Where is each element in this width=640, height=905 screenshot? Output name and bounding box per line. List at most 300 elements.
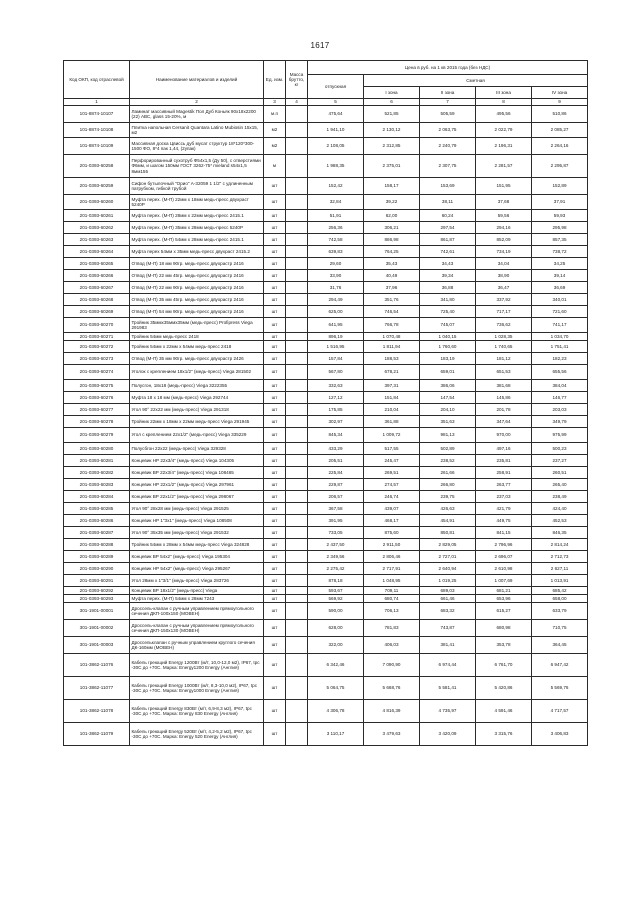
- item-unit: шт: [264, 654, 286, 677]
- price-zone-2: 1 019,25: [420, 575, 476, 587]
- price-release: 590,00: [308, 603, 364, 620]
- header-estimate: Сметная: [364, 75, 588, 87]
- table-row: [64, 654, 588, 677]
- item-mass: [286, 563, 308, 575]
- price-zone-3: 4 591,46: [476, 700, 532, 723]
- item-mass: [286, 637, 308, 654]
- price-zone-2: 426,63: [420, 503, 476, 515]
- price-zone-1: 875,60: [364, 527, 420, 539]
- item-mass: [286, 270, 308, 282]
- item-code: 201-0393-60267: [64, 282, 130, 294]
- price-release: 641,95: [308, 318, 364, 333]
- item-code: 201-0393-60280: [64, 443, 130, 455]
- price-release: 127,12: [308, 392, 364, 404]
- price-zone-3: 181,12: [476, 353, 532, 365]
- price-zone-4: 364,45: [532, 637, 588, 654]
- item-mass: [286, 106, 308, 123]
- price-zone-4: 424,40: [532, 503, 588, 515]
- item-code: 201-0393-60277: [64, 404, 130, 416]
- price-release: 229,87: [308, 479, 364, 491]
- item-code: 201-0393-60265: [64, 258, 130, 270]
- price-zone-1: 766,78: [364, 318, 420, 333]
- price-zone-4: 36,69: [532, 282, 588, 294]
- item-code: 201-0393-60292: [64, 587, 130, 595]
- price-zone-1: 40,49: [364, 270, 420, 282]
- item-unit: шт: [264, 551, 286, 563]
- item-unit: шт: [264, 380, 286, 392]
- price-zone-1: 62,00: [364, 210, 420, 222]
- item-code: 101-8874-10108: [64, 123, 130, 138]
- price-zone-2: 661,46: [420, 595, 476, 603]
- table-row: [64, 551, 588, 563]
- item-code: 201-0393-60274: [64, 365, 130, 380]
- header-price-group: Цена в руб. на 1 кв 2015 года (без НДС): [308, 61, 588, 75]
- price-zone-2: 183,19: [420, 353, 476, 365]
- price-zone-4: 846,35: [532, 527, 588, 539]
- table-row: [64, 603, 588, 620]
- price-zone-1: 2 312,85: [364, 138, 420, 155]
- price-zone-2: 238,52: [420, 455, 476, 467]
- item-code: 201-0393-60271: [64, 333, 130, 341]
- price-zone-1: 39,22: [364, 195, 420, 210]
- item-mass: [286, 333, 308, 341]
- column-number: 3: [264, 99, 286, 106]
- price-zone-1: 517,55: [364, 443, 420, 455]
- item-unit: шт: [264, 595, 286, 603]
- price-release: 33,90: [308, 270, 364, 282]
- price-zone-3: 495,56: [476, 106, 532, 123]
- price-release: 1 988,35: [308, 155, 364, 178]
- price-zone-2: 36,88: [420, 282, 476, 294]
- price-release: 256,36: [308, 222, 364, 234]
- item-unit: шт: [264, 416, 286, 428]
- price-zone-3: 263,77: [476, 479, 532, 491]
- price-zone-4: 265,40: [532, 479, 588, 491]
- item-unit: м: [264, 155, 286, 178]
- item-code: 201-0393-60273: [64, 353, 130, 365]
- price-zone-4: 260,51: [532, 467, 588, 479]
- price-zone-1: 746,54: [364, 306, 420, 318]
- table-row: [64, 195, 588, 210]
- price-release: 628,00: [308, 620, 364, 637]
- price-release: 845,34: [308, 428, 364, 443]
- price-zone-3: 497,16: [476, 443, 532, 455]
- column-number: 6: [364, 99, 420, 106]
- item-unit: шт: [264, 222, 286, 234]
- item-mass: [286, 467, 308, 479]
- item-name: Уголок с креплением 18x1/2" (медь-пресс) Viega 281502: [130, 365, 264, 380]
- item-name: Полусгон, 18x18 (медь-пресс) Viega 3222355: [130, 380, 264, 392]
- price-zone-4: 655,56: [532, 365, 588, 380]
- item-name: Отвод (М-П) 35 мм 45гр. медь-пресс двухрастр 2416: [130, 294, 264, 306]
- price-zone-4: 34,25: [532, 258, 588, 270]
- item-mass: [286, 603, 308, 620]
- item-mass: [286, 416, 308, 428]
- price-zone-3: 970,00: [476, 428, 532, 443]
- price-release: 51,91: [308, 210, 364, 222]
- price-zone-2: 2 727,01: [420, 551, 476, 563]
- item-mass: [286, 155, 308, 178]
- item-name: Угол 90° 22x22 мм (медь-пресс) Viega 291318: [130, 404, 264, 416]
- price-zone-3: 237,03: [476, 491, 532, 503]
- item-mass: [286, 515, 308, 527]
- price-zone-4: 238,49: [532, 491, 588, 503]
- price-zone-1: 1 009,72: [364, 428, 420, 443]
- price-zone-3: 736,62: [476, 318, 532, 333]
- table-row: [64, 246, 588, 258]
- header-name: Наименование материалов и изделий: [130, 61, 264, 99]
- item-name: Отвод (М-П) 22 мм 45гр. медь-пресс двухрастр 2416: [130, 270, 264, 282]
- item-name: Концевик ВР 22x3/4" (медь-пресс) Viega 108465: [130, 467, 264, 479]
- price-release: 29,60: [308, 258, 364, 270]
- item-mass: [286, 234, 308, 246]
- item-unit: шт: [264, 491, 286, 503]
- price-release: 4 306,78: [308, 700, 364, 723]
- item-code: 201-0393-60291: [64, 575, 130, 587]
- item-name: Сифон бутылочный "Орио" А-32059 1 1/2" с удлиненным патрубком, гибкой трубой: [130, 178, 264, 195]
- item-name: Тройник 54мм x 28мм x 54мм медь-пресс Viega 324828: [130, 539, 264, 551]
- column-number: 1: [64, 99, 130, 106]
- item-code: 101-8874-10107: [64, 106, 130, 123]
- item-mass: [286, 282, 308, 294]
- table-row: [64, 282, 588, 294]
- price-zone-2: 2 829,05: [420, 539, 476, 551]
- item-mass: [286, 380, 308, 392]
- price-zone-4: 2 295,87: [532, 155, 588, 178]
- table-row: [64, 595, 588, 603]
- item-unit: шт: [264, 723, 286, 746]
- price-release: 391,95: [308, 515, 364, 527]
- item-code: 201-0393-60263: [64, 234, 130, 246]
- item-name: Полусбгон 22x22 (медь-пресс) Viega 329328: [130, 443, 264, 455]
- item-name: Муфта перех. (М-П) 35мм x 28мм медь-пресс 5240P: [130, 222, 264, 234]
- price-zone-1: 7 090,90: [364, 654, 420, 677]
- price-zone-4: 721,60: [532, 306, 588, 318]
- price-release: 32,84: [308, 195, 364, 210]
- price-zone-3: 2 796,96: [476, 539, 532, 551]
- price-zone-4: 152,89: [532, 178, 588, 195]
- price-zone-4: 510,86: [532, 106, 588, 123]
- price-zone-2: 502,89: [420, 443, 476, 455]
- item-mass: [286, 341, 308, 353]
- header-zone-4: IV зона: [532, 87, 588, 99]
- item-unit: шт: [264, 603, 286, 620]
- price-zone-2: 266,80: [420, 479, 476, 491]
- price-zone-2: 861,87: [420, 234, 476, 246]
- price-zone-1: 269,51: [364, 467, 420, 479]
- item-name: Тройник 54мм медь-пресс 2418: [130, 333, 264, 341]
- price-release: 332,63: [308, 380, 364, 392]
- price-zone-2: 659,01: [420, 365, 476, 380]
- item-unit: шт: [264, 318, 286, 333]
- price-release: 206,57: [308, 491, 364, 503]
- item-code: 201-0393-60288: [64, 539, 130, 551]
- item-unit: шт: [264, 234, 286, 246]
- item-mass: [286, 246, 308, 258]
- item-code: 301-1901-00003: [64, 637, 130, 654]
- item-code: 201-0393-60278: [64, 416, 130, 428]
- table-row: [64, 539, 588, 551]
- table-row: [64, 392, 588, 404]
- price-zone-2: 683,32: [420, 603, 476, 620]
- item-unit: шт: [264, 539, 286, 551]
- item-code: 301-1901-00002: [64, 620, 130, 637]
- price-release: 639,83: [308, 246, 364, 258]
- price-zone-3: 34,04: [476, 258, 532, 270]
- item-code: 101-3862-11078: [64, 700, 130, 723]
- item-mass: [286, 294, 308, 306]
- price-release: 896,19: [308, 333, 364, 341]
- price-zone-2: 39,34: [420, 270, 476, 282]
- price-zone-1: 3 479,63: [364, 723, 420, 746]
- price-release: 742,58: [308, 234, 364, 246]
- column-number-row: [64, 99, 588, 106]
- item-unit: шт: [264, 467, 286, 479]
- item-name: Муфта перех 54мм x 35мм медь-пресс двухраст 2415.2: [130, 246, 264, 258]
- price-zone-4: 37,91: [532, 195, 588, 210]
- item-unit: шт: [264, 341, 286, 353]
- item-unit: шт: [264, 575, 286, 587]
- price-zone-2: 2 063,75: [420, 123, 476, 138]
- item-unit: шт: [264, 620, 286, 637]
- price-zone-3: 1 007,69: [476, 575, 532, 587]
- price-zone-3: 145,86: [476, 392, 532, 404]
- item-unit: шт: [264, 210, 286, 222]
- price-zone-2: 351,63: [420, 416, 476, 428]
- price-zone-2: 5 581,41: [420, 677, 476, 700]
- price-release: 294,49: [308, 294, 364, 306]
- column-number: 8: [476, 99, 532, 106]
- price-zone-4: 975,99: [532, 428, 588, 443]
- item-mass: [286, 455, 308, 467]
- table-row: [64, 318, 588, 333]
- item-mass: [286, 195, 308, 210]
- price-zone-2: 147,54: [420, 392, 476, 404]
- price-zone-1: 1 070,48: [364, 333, 420, 341]
- price-zone-2: 742,61: [420, 246, 476, 258]
- price-zone-4: 203,03: [532, 404, 588, 416]
- item-unit: шт: [264, 404, 286, 416]
- item-code: 201-0393-60293: [64, 595, 130, 603]
- column-number: 5: [308, 99, 364, 106]
- price-zone-4: 710,75: [532, 620, 588, 637]
- item-unit: шт: [264, 677, 286, 700]
- price-zone-2: 725,40: [420, 306, 476, 318]
- item-mass: [286, 723, 308, 746]
- price-zone-3: 2 281,57: [476, 155, 532, 178]
- price-release: 475,64: [308, 106, 364, 123]
- item-unit: шт: [264, 428, 286, 443]
- price-release: 205,51: [308, 455, 364, 467]
- item-code: 201-0393-60290: [64, 563, 130, 575]
- item-unit: шт: [264, 246, 286, 258]
- price-zone-4: 741,17: [532, 318, 588, 333]
- price-zone-2: 239,75: [420, 491, 476, 503]
- price-zone-3: 421,79: [476, 503, 532, 515]
- item-mass: [286, 210, 308, 222]
- price-zone-2: 981,13: [420, 428, 476, 443]
- price-release: 567,80: [308, 365, 364, 380]
- price-zone-2: 34,43: [420, 258, 476, 270]
- item-unit: шт: [264, 479, 286, 491]
- table-row: [64, 467, 588, 479]
- item-code: 201-0393-60284: [64, 491, 130, 503]
- header-row: [64, 61, 588, 75]
- price-zone-4: 2 085,27: [532, 123, 588, 138]
- item-name: Муфта перех. (М-П) 28мм x 22мм медь-пресс 2415.1: [130, 210, 264, 222]
- item-unit: шт: [264, 333, 286, 341]
- item-unit: м2: [264, 138, 286, 155]
- price-zone-4: 5 569,76: [532, 677, 588, 700]
- price-release: 302,97: [308, 416, 364, 428]
- price-zone-3: 1 740,65: [476, 341, 532, 353]
- table-row: [64, 178, 588, 195]
- item-code: 201-0393-60276: [64, 392, 130, 404]
- price-release: 2 437,50: [308, 539, 364, 551]
- item-unit: шт: [264, 587, 286, 595]
- price-zone-2: 454,91: [420, 515, 476, 527]
- price-zone-4: 59,93: [532, 210, 588, 222]
- price-release: 6 342,46: [308, 654, 364, 677]
- price-zone-4: 500,23: [532, 443, 588, 455]
- price-zone-3: 151,95: [476, 178, 532, 195]
- item-unit: шт: [264, 195, 286, 210]
- price-zone-2: 6 974,44: [420, 654, 476, 677]
- item-code: 201-0393-60283: [64, 479, 130, 491]
- price-zone-3: 235,81: [476, 455, 532, 467]
- table-row: [64, 404, 588, 416]
- price-zone-2: 38,11: [420, 195, 476, 210]
- price-zone-2: 153,69: [420, 178, 476, 195]
- item-code: 201-0393-60279: [64, 428, 130, 443]
- price-zone-1: 245,47: [364, 455, 420, 467]
- item-name: Концевик НР 54x2" (медь-пресс) Viega 295267: [130, 563, 264, 575]
- item-name: Муфта перех. (М-П) 22мм x 18мм медь-пресс двухраст 5240P: [130, 195, 264, 210]
- item-unit: шт: [264, 282, 286, 294]
- price-zone-1: 4 816,39: [364, 700, 420, 723]
- price-zone-2: 261,66: [420, 467, 476, 479]
- item-mass: [286, 551, 308, 563]
- item-unit: шт: [264, 515, 286, 527]
- table-row: [64, 353, 588, 365]
- price-zone-3: 615,27: [476, 603, 532, 620]
- header-release: отпускная: [308, 75, 364, 99]
- price-release: 225,84: [308, 467, 364, 479]
- item-name: Перфорированный сухотруб Ф54x1,5 (Ду 50), с отверстиями Ф6мм, и шагом 150мм ГОСТ 3262-75* mieland s54x1,5 8мм155: [130, 155, 264, 178]
- price-zone-3: 38,90: [476, 270, 532, 282]
- item-unit: шт: [264, 306, 286, 318]
- price-zone-4: 738,72: [532, 246, 588, 258]
- column-number: 7: [420, 99, 476, 106]
- price-zone-3: 680,98: [476, 620, 532, 637]
- price-zone-3: 3 315,76: [476, 723, 532, 746]
- item-code: 201-0393-60261: [64, 210, 130, 222]
- price-zone-1: 1 811,94: [364, 341, 420, 353]
- price-release: 367,58: [308, 503, 364, 515]
- price-zone-2: 381,41: [420, 637, 476, 654]
- item-mass: [286, 428, 308, 443]
- price-release: 433,29: [308, 443, 364, 455]
- item-code: 101-3862-11076: [64, 654, 130, 677]
- price-zone-4: 6 947,42: [532, 654, 588, 677]
- price-zone-2: 60,24: [420, 210, 476, 222]
- price-zone-2: 743,87: [420, 620, 476, 637]
- price-release: 2 108,05: [308, 138, 364, 155]
- price-zone-4: 349,79: [532, 416, 588, 428]
- table-row: [64, 637, 588, 654]
- item-mass: [286, 575, 308, 587]
- item-name: Угол с креплением 22x1/2" (медь-пресс) Viega 335229: [130, 428, 264, 443]
- price-zone-2: 386,06: [420, 380, 476, 392]
- item-mass: [286, 503, 308, 515]
- item-unit: шт: [264, 258, 286, 270]
- table-row: [64, 341, 588, 353]
- header-code: Код ОКП, код отраслевой: [64, 61, 130, 99]
- price-zone-1: 35,43: [364, 258, 420, 270]
- item-unit: шт: [264, 392, 286, 404]
- price-zone-1: 246,74: [364, 491, 420, 503]
- price-zone-2: 1 760,60: [420, 341, 476, 353]
- item-mass: [286, 595, 308, 603]
- price-release: 1 516,95: [308, 341, 364, 353]
- price-zone-2: 3 420,09: [420, 723, 476, 746]
- header-zone-3: III зона: [476, 87, 532, 99]
- item-code: 201-0393-60285: [64, 503, 130, 515]
- item-unit: шт: [264, 503, 286, 515]
- price-zone-1: 397,31: [364, 380, 420, 392]
- price-zone-4: 658,00: [532, 595, 588, 603]
- item-code: 101-8874-10109: [64, 138, 130, 155]
- item-mass: [286, 620, 308, 637]
- table-row: [64, 563, 588, 575]
- price-zone-1: 2 717,91: [364, 563, 420, 575]
- price-zone-3: 59,56: [476, 210, 532, 222]
- price-zone-2: 1 040,15: [420, 333, 476, 341]
- item-mass: [286, 178, 308, 195]
- price-zone-2: 745,07: [420, 318, 476, 333]
- item-mass: [286, 491, 308, 503]
- table-row: [64, 575, 588, 587]
- price-zone-1: 188,53: [364, 353, 420, 365]
- table-row: [64, 620, 588, 637]
- item-mass: [286, 318, 308, 333]
- price-release: 569,92: [308, 595, 364, 603]
- table-row: [64, 138, 588, 155]
- item-unit: шт: [264, 178, 286, 195]
- price-zone-2: 2 307,75: [420, 155, 476, 178]
- item-code: 201-0393-60289: [64, 551, 130, 563]
- item-name: Концевик НР 22x1/2" (медь-пресс) Viega 297961: [130, 479, 264, 491]
- price-zone-1: 2 911,50: [364, 539, 420, 551]
- price-zone-1: 2 375,01: [364, 155, 420, 178]
- item-unit: шт: [264, 270, 286, 282]
- item-mass: [286, 123, 308, 138]
- price-zone-1: 361,88: [364, 416, 420, 428]
- item-mass: [286, 392, 308, 404]
- price-zone-3: 651,53: [476, 365, 532, 380]
- price-zone-2: 2 240,79: [420, 138, 476, 155]
- item-unit: шт: [264, 455, 286, 467]
- item-name: Отвод (М-П) 54 мм 90гр. медь-пресс двухрастр 2416: [130, 306, 264, 318]
- price-zone-1: 306,21: [364, 222, 420, 234]
- page-number: 1617: [310, 41, 330, 50]
- item-name: Дроссельклапан с ручным управлением круглого сечения ДК-160мм (МОВЕН): [130, 637, 264, 654]
- price-zone-2: 297,54: [420, 222, 476, 234]
- item-name: Отвод (М-П) 18 мм 90гр. медь-пресс двухрастр 2416: [130, 258, 264, 270]
- item-name: Тройник 22мм x 18мм x 22мм медь-пресс Viega 291945: [130, 416, 264, 428]
- table-row: [64, 587, 588, 595]
- price-zone-4: 1 034,70: [532, 333, 588, 341]
